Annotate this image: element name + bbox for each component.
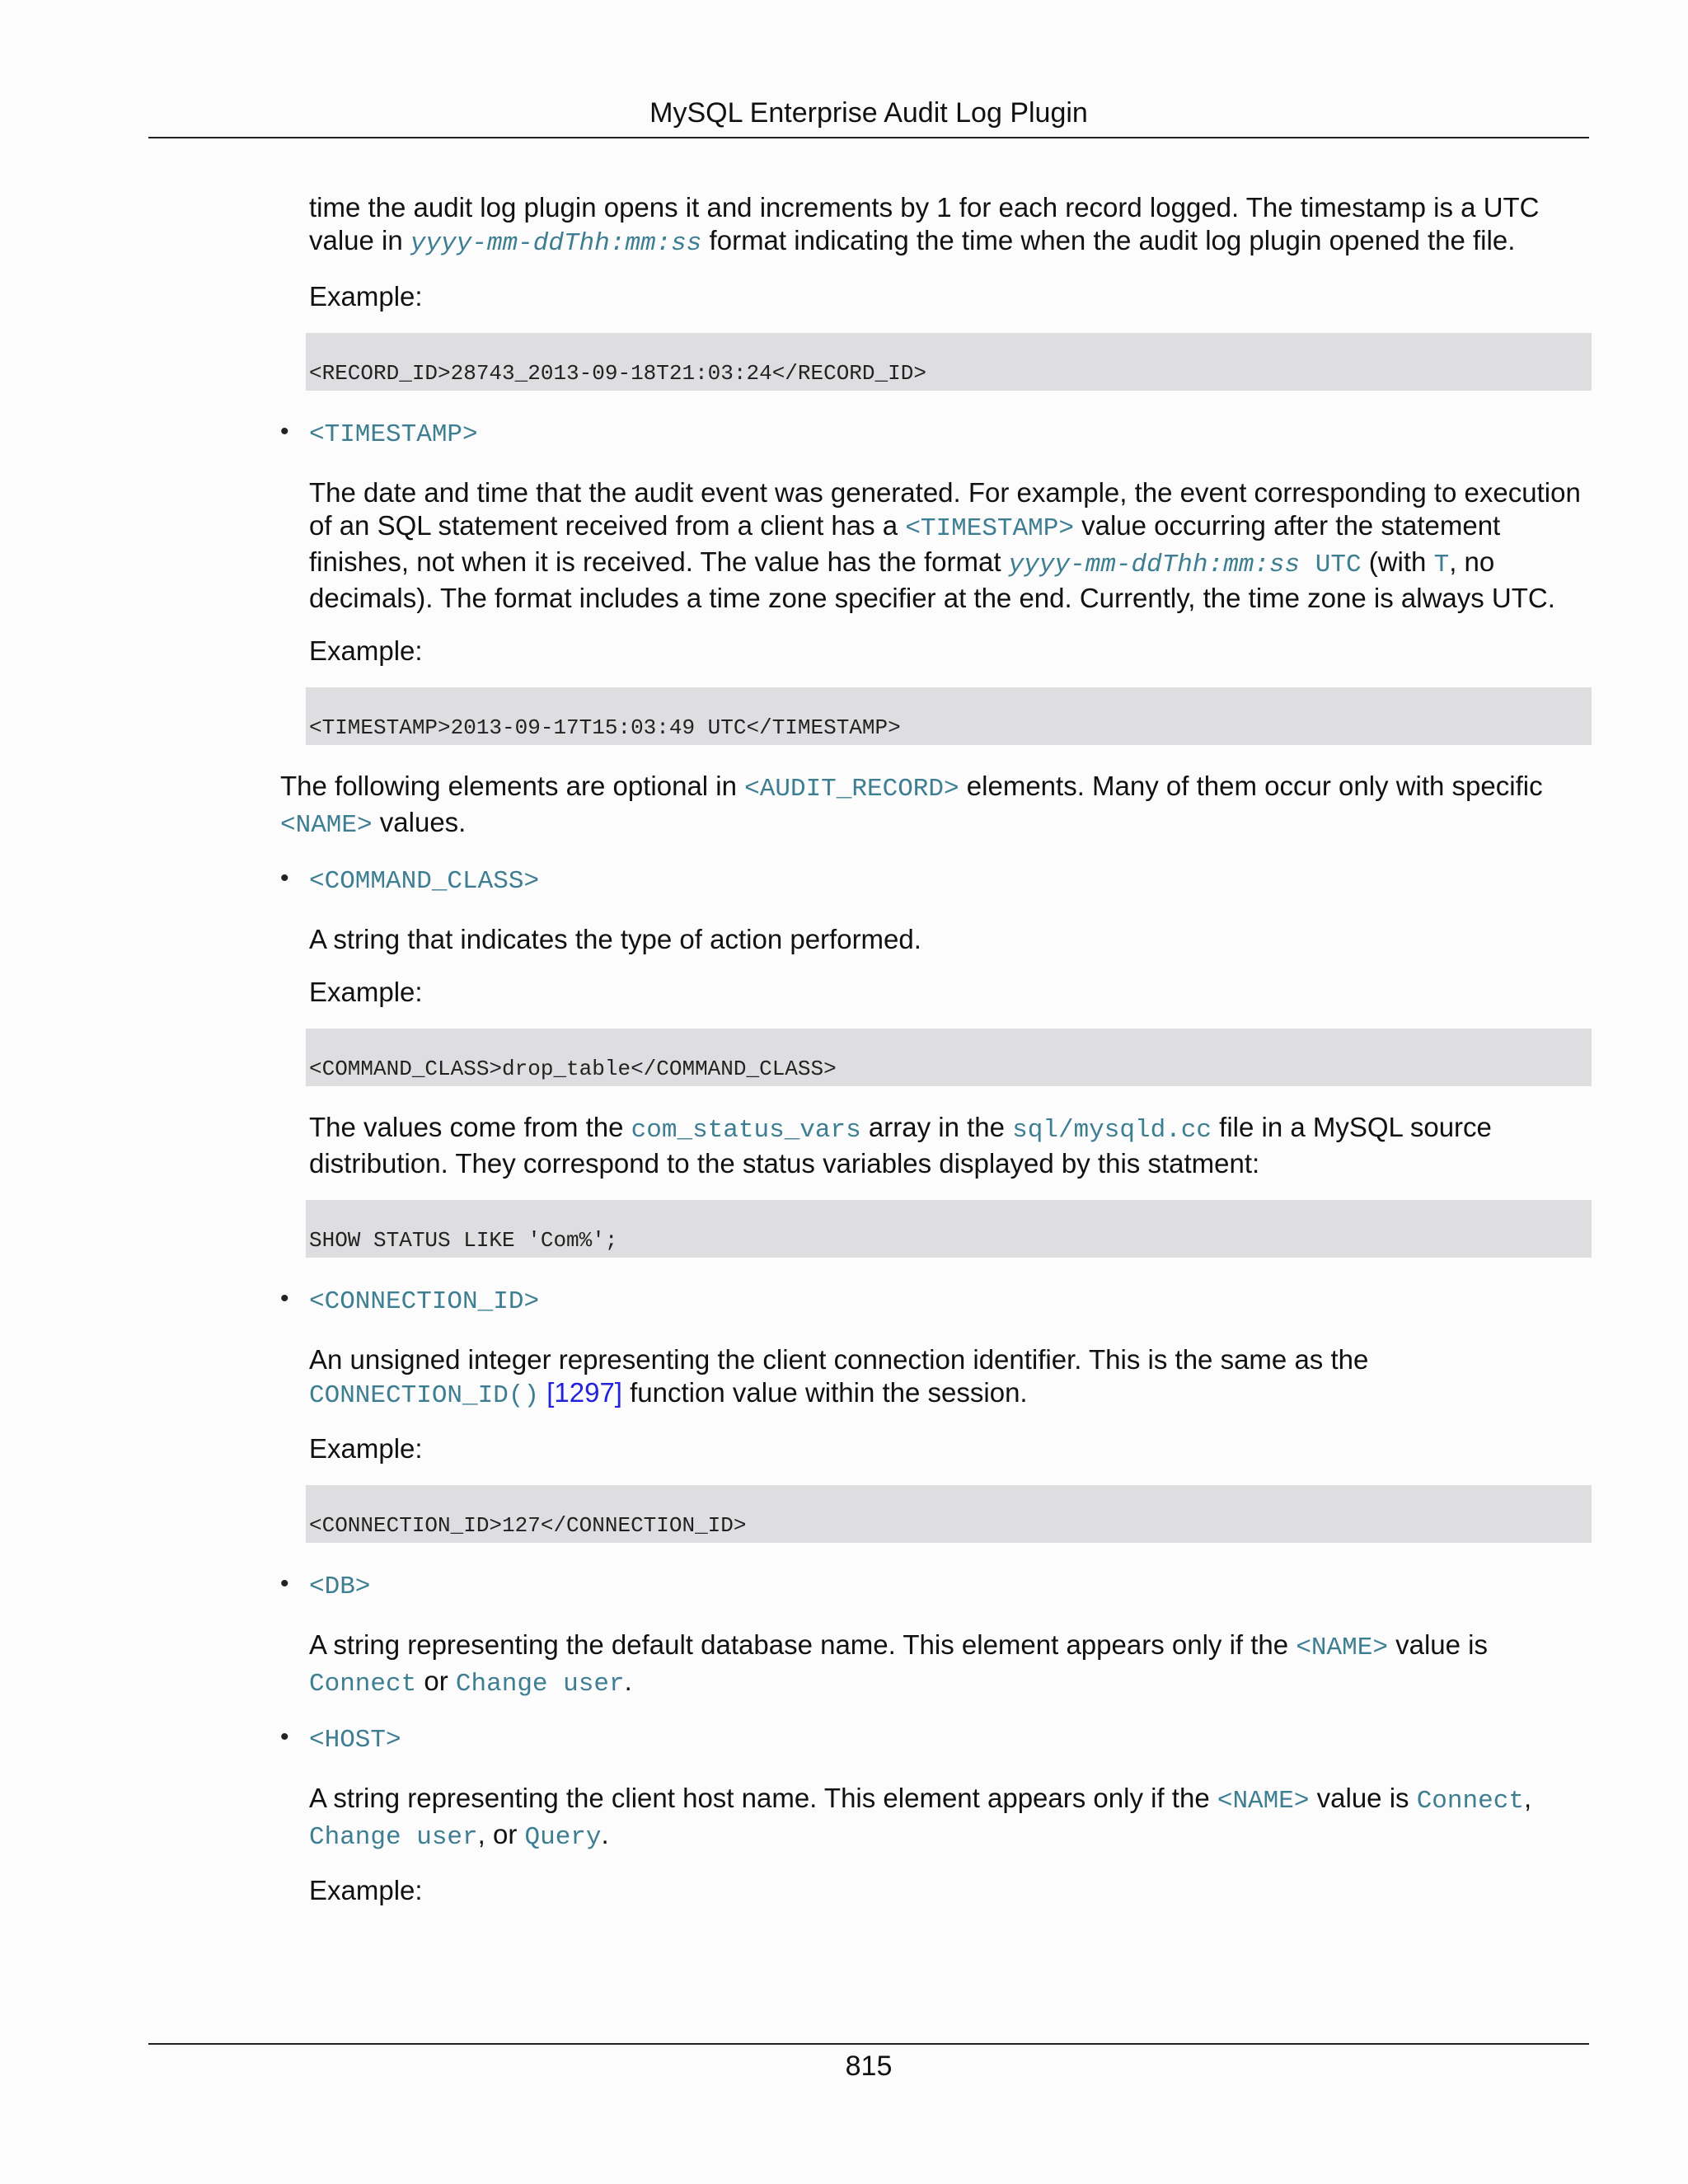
inline-code: <TIMESTAMP> bbox=[905, 514, 1074, 543]
text: . bbox=[601, 1819, 609, 1849]
text: A string representing the default database name. This element appears only if the bbox=[309, 1629, 1296, 1660]
text: array in the bbox=[860, 1112, 1013, 1142]
inline-code: yyyy-mm-ddThh:mm:ss bbox=[1008, 551, 1301, 579]
text: or bbox=[416, 1666, 456, 1696]
element-name: <TIMESTAMP> bbox=[309, 420, 478, 449]
element-name: <HOST> bbox=[309, 1726, 401, 1755]
element-name: <COMMAND_CLASS> bbox=[309, 867, 540, 896]
text: , no decimals). The format includes a time zone specifier at the end. Currently, the time zone is always UTC. bbox=[309, 546, 1555, 613]
text: function value within the session. bbox=[621, 1377, 1028, 1408]
example-label: Example: bbox=[309, 635, 423, 666]
bullet-icon: • bbox=[280, 865, 289, 892]
example-label: Example: bbox=[309, 281, 423, 312]
timestamp-description bbox=[309, 476, 1591, 615]
text: , or bbox=[477, 1819, 525, 1849]
text: The date and time that the audit event was generated. For example, the event corresponding to execution of an SQL statement received from a client has a bbox=[309, 477, 1581, 541]
inline-code: UTC bbox=[1300, 551, 1362, 579]
inline-code: Change user bbox=[455, 1670, 625, 1699]
bullet-icon: • bbox=[280, 418, 289, 445]
text: A string representing the client host name. This element appears only if the bbox=[309, 1783, 1217, 1813]
text: format indicating the time when the audit log plugin opened the file. bbox=[701, 225, 1516, 255]
page-content bbox=[280, 191, 1591, 1927]
text: values. bbox=[372, 807, 467, 837]
inline-code: <NAME> bbox=[1217, 1787, 1310, 1816]
list-item-timestamp bbox=[280, 415, 1591, 452]
inline-code: sql/mysqld.cc bbox=[1012, 1116, 1212, 1145]
inline-code: CONNECTION_ID() bbox=[309, 1381, 540, 1410]
inline-code: Change user bbox=[309, 1823, 478, 1852]
optional-elements-intro bbox=[280, 770, 1591, 842]
inline-code: Connect bbox=[1416, 1787, 1524, 1816]
example-label: Example: bbox=[309, 1433, 423, 1464]
list-item-command-class bbox=[280, 862, 1591, 898]
text: The values come from the bbox=[309, 1112, 631, 1142]
example-label: Example: bbox=[309, 977, 423, 1007]
text: (with bbox=[1361, 546, 1434, 577]
text: value occurring after the statement finishes, not when it is received. The value has the format bbox=[309, 510, 1501, 577]
inline-code: com_status_vars bbox=[631, 1116, 861, 1145]
code-block-show-status: SHOW STATUS LIKE 'Com%'; bbox=[306, 1200, 1592, 1258]
text: value is bbox=[1387, 1629, 1488, 1660]
text: The following elements are optional in bbox=[280, 771, 745, 801]
host-description bbox=[309, 1782, 1591, 1854]
footer-rule bbox=[148, 2043, 1589, 2045]
reference-link[interactable]: [1297] bbox=[546, 1377, 622, 1408]
connection-id-description bbox=[309, 1343, 1591, 1413]
db-description bbox=[309, 1629, 1591, 1701]
bullet-icon: • bbox=[280, 1285, 289, 1312]
list-item-db bbox=[280, 1568, 1591, 1604]
text: time the audit log plugin opens it and increments by 1 for each record logged. The timestamp is a UTC value in bbox=[309, 192, 1540, 255]
example-label: Example: bbox=[309, 1875, 423, 1905]
element-name: <DB> bbox=[309, 1572, 371, 1601]
inline-code: <NAME> bbox=[280, 811, 373, 840]
bullet-icon: • bbox=[280, 1723, 289, 1750]
text: An unsigned integer representing the client connection identifier. This is the same as the bbox=[309, 1344, 1369, 1375]
header-rule bbox=[148, 137, 1589, 138]
list-item-host bbox=[280, 1721, 1591, 1757]
inline-code: Connect bbox=[309, 1670, 417, 1699]
page-header-title: MySQL Enterprise Audit Log Plugin bbox=[649, 97, 1088, 129]
list-item-connection-id bbox=[280, 1282, 1591, 1319]
code-block-command-class: <COMMAND_CLASS>drop_table</COMMAND_CLASS> bbox=[306, 1029, 1592, 1086]
page-number: 815 bbox=[845, 2050, 893, 2082]
text: value is bbox=[1309, 1783, 1417, 1813]
code-block-connection-id: <CONNECTION_ID>127</CONNECTION_ID> bbox=[306, 1485, 1592, 1543]
text: . bbox=[624, 1666, 632, 1696]
text: file in a MySQL source distribution. They correspond to the status variables displayed by this statment: bbox=[309, 1112, 1492, 1179]
bullet-icon: • bbox=[280, 1570, 289, 1597]
text: , bbox=[1523, 1783, 1532, 1813]
code-block-record-id: <RECORD_ID>28743_2013-09-18T21:03:24</RECORD_ID> bbox=[306, 333, 1592, 391]
element-name: <CONNECTION_ID> bbox=[309, 1287, 540, 1316]
inline-code: <AUDIT_RECORD> bbox=[744, 775, 959, 804]
code-block-timestamp: <TIMESTAMP>2013-09-17T15:03:49 UTC</TIMESTAMP> bbox=[306, 687, 1592, 745]
text: elements. Many of them occur only with specific bbox=[959, 771, 1543, 801]
inline-code: Query bbox=[524, 1823, 602, 1852]
record-id-description bbox=[309, 191, 1591, 260]
inline-code: T bbox=[1433, 551, 1450, 579]
code-format: yyyy-mm-ddThh:mm:ss bbox=[410, 229, 702, 258]
command-class-values-note bbox=[309, 1111, 1591, 1180]
inline-code: <NAME> bbox=[1296, 1633, 1388, 1662]
command-class-description: A string that indicates the type of action performed. bbox=[309, 924, 921, 954]
